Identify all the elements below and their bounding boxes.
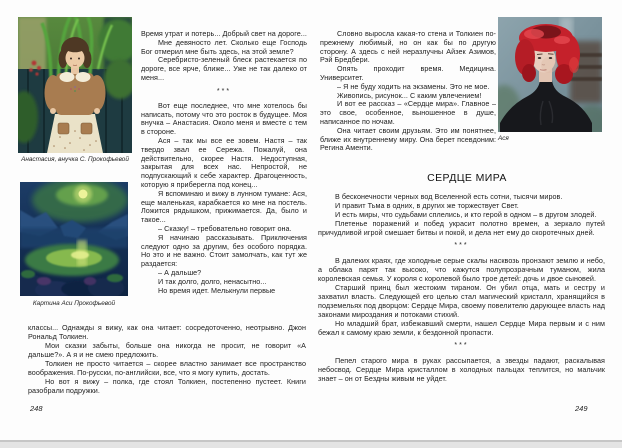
memoir-bottom-block (28, 323, 306, 395)
body-paragraph: Опять проходит время. Медицина. Университет. (320, 64, 496, 82)
body-paragraph: И вот ее рассказ – «Сердце мира». Главное – это свое, особенное, выношенное в душе, написанное по ночам. (320, 99, 496, 126)
body-paragraph: Я начинаю рассказывать. Приключения следуют одно за другим, без особого порядка. Но это и не важно. Стоит замолчать, как тут же раздается: (141, 232, 307, 269)
body-paragraph: Но младший брат, избежавший смерти, нашел Сердце Мира первым и с ним бежал к самому краю земли, к бездонной пропасти. (318, 319, 605, 337)
figure-caption-anastasia: Анастасия, внучка С. Прокофьевой (21, 156, 129, 163)
body-paragraph: – А дальше? (158, 267, 202, 277)
photo-asya (498, 17, 602, 132)
body-paragraph: Я вспоминаю и вижу в лунном тумане: Ася, еще маленькая, карабкается ко мне на постель. Ложится рядышком, прижимается. Да, было и такое... (141, 188, 307, 225)
figure-caption-painting: Картина Аси Прокофьевой (32, 300, 116, 307)
page-number-left: 248 (30, 404, 43, 413)
story-heading: СЕРДЦЕ МИРА (427, 172, 507, 184)
body-paragraph: Время утрат и потерь... Добрый свет на дороге... (141, 30, 307, 38)
body-paragraph: Но вот я вижу – полка, где стоял Толкиен, постепенно пустеет. Книги разобрали подружки. (28, 377, 306, 395)
asya-photo-image (498, 17, 602, 132)
body-paragraph: Словно выросла какая-то стена и Толкиен по-прежнему любимый, но он как бы по другую сторону. А здесь с ней неразлучны Айзек Азимов, Рэй Бредбери. (320, 30, 496, 65)
asya-painting-image (20, 182, 128, 296)
body-paragraph: Плетенье поражений и побед украсит полотно времен, а зеркало путей причудливой игрой смешает битвы и покой, и дела нет ему до скоротечных дней. (318, 219, 605, 237)
body-paragraph: Ася – так мы все ее зовем. Настя – так твердо звал ее Сережа. Пожалуй, она действительно, скорее Настя. Недоступная, закрытая для всех нас. Непростой, не подпускающий к себе характер. Драгоценность, которую я приберегла под конец... (141, 135, 307, 189)
memoir-column-left (141, 30, 307, 323)
anastasia-photo-image (18, 17, 132, 153)
section-separator: *** (216, 87, 232, 95)
body-paragraph: – Сказку! – требовательно говорит она. (158, 223, 292, 233)
body-paragraph: Серебристо-зеленый блеск растекается по дороге, все ярче, ближе... Уже не так далеко от меня... (141, 55, 307, 82)
body-paragraph: Живопись, рисунок... С каким увлечением! (337, 90, 482, 100)
body-paragraph: И правит Тьма в одних, в других же торжествует Свет. (335, 201, 519, 210)
body-paragraph: Толкиен не просто читается – скорее властно занимает все пространство воображения. По-русски, по-английски, все, что я могу купить, достать. (28, 359, 306, 377)
memoir-column-right (320, 30, 496, 170)
body-paragraph: – Я не буду ходить на экзамены. Это не мое. (337, 81, 490, 91)
story-body (318, 192, 605, 383)
body-paragraph: И так долго, долго, ненасытно... (158, 276, 267, 286)
body-paragraph: И есть миры, что судьбами сплелись, и кто герой в одном – в другом злодей. (335, 210, 597, 219)
body-paragraph: Она читает своим друзьям. Это им понятнее, ближе их внутреннему миру. Она берет псевдоним: Регина Аменти. (320, 125, 496, 153)
body-paragraph: В бесконечности черных вод Вселенной есть сотни, тысячи миров. (335, 192, 563, 201)
page-number-right: 249 (575, 404, 588, 413)
figure-caption-asya: Ася (498, 135, 509, 142)
page-bottom-edge (0, 440, 622, 448)
body-paragraph: Старший принц был жестоким тираном. Он убил отца, мать и сестру и захватил власть. Следующей его целью стал магический кристалл, хранящийся в подземельях под дворцом: Сердце Мира, своему повелителю дарующее власть над законами мироздания и потоками стихий. (318, 283, 605, 319)
photo-anastasia-child (18, 17, 132, 153)
body-paragraph: классы... Однажды я вижу, как она читает: сосредоточенно, неотрывно. Джон Рональд Толкиен. (28, 323, 306, 341)
body-paragraph: Пепел старого мира в руках рассыпается, а звезды падают, раскалывая небосвод. Сердце Мира кристаллом в холодных пальцах теплится, но мальчик знает – он от Бездны живым не уйдет. (318, 356, 605, 383)
body-paragraph: Но время идет. Мелькнули первые (158, 285, 276, 295)
left-page (0, 0, 311, 440)
painting-by-asya (20, 182, 128, 296)
section-separator: *** (454, 242, 469, 249)
body-paragraph: Мне девяносто лет. Сколько еще Господь Бог отмерил мне быть здесь, на этой земле? (141, 37, 307, 56)
right-page (311, 0, 622, 440)
body-paragraph: Вот еще последнее, что мне хотелось бы написать, потому что это росток в будущее. Моя внучка – Анастасия. Около меня и вместе с тем в стороне. (141, 100, 307, 137)
body-paragraph: Мои сказки забыты, больше она никогда не просит, не говорит «А дальше?». А я и не смею предложить. (28, 341, 306, 359)
body-paragraph: В далеких краях, где холодные серые скалы насквозь пронзают землю и небо, а облака парят так высоко, что кажутся полупрозрачным туманом, жила королевская семья. У короля с королевой было трое детей: дочь и двое сыновей. (318, 256, 605, 283)
section-separator: *** (454, 342, 469, 349)
